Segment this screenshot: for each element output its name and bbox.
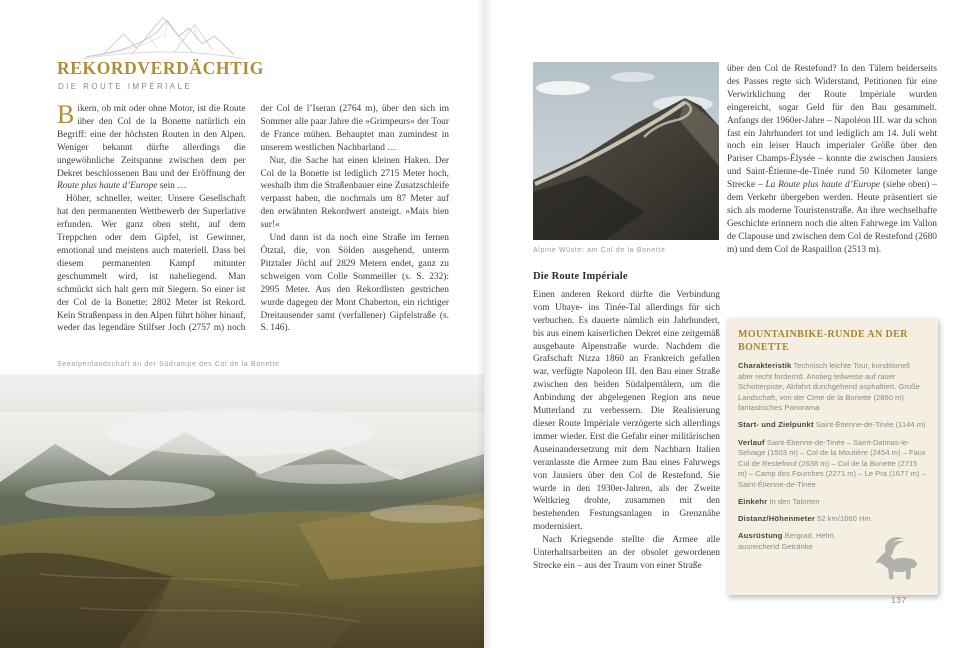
ibex-icon [868, 535, 922, 583]
valley-landscape-photo [0, 374, 484, 648]
photo-caption-left: Seealpenlandschaft an der Südrampe des Col de la Bonette [57, 361, 280, 368]
paragraph: Und dann ist da noch eine Straße im fernen Ötztal, die, von Sölden ausgehend, unterm Pitztaler Jöchl auf 2829 Metern endet, ganz zu schweigen vom Colle Sommeiller (s. S. 232): 2995 Meter. Aus den Rekordlisten gestrichen wurde dagegen der Mont Chaberton, ein richtiger Dreitausender samt (verfallener) Gipfelstraße (s. S. 146). [260, 233, 449, 334]
right-page-middle-column [533, 271, 720, 573]
drop-cap: B [57, 100, 75, 129]
page-number: 137 [891, 595, 907, 605]
infobox-entry: Verlauf Saint-Étienne-de-Tinée – Saint-Dalmas-le-Selvage (1503 m) – Col de la Moutière (2454 m) – Faux Col de Restefond (2638 m) – Col de la Bonette (2715 m) – Camp des Fourches (2271 m) – Le Pra (1677 m) – Saint-Étienne-de-Tinée [738, 437, 926, 489]
infobox-entry: Charakteristik Technisch leichte Tour, konditionell aber recht fordernd. Anstieg teilweise auf rauer Schotterpiste, Abfahrt durchgehend asphaltiert. Große Landschaft, von der Cime de la Bonette (2860 m) fantastisches Panorama [738, 361, 920, 413]
right-page-right-column [727, 63, 937, 257]
left-page-body-text [57, 100, 449, 363]
infobox-entry: Ausrüstung Bergrad, Helm, ausreichend Getränke [738, 531, 836, 551]
paragraph: Nach Kriegsende stellte die Armee alle Unterhaltsarbeiten an der obsolet gewordenen Strecke ein – aus der Traum von einer Straße [533, 535, 720, 571]
bonette-ridge-photo [533, 62, 719, 240]
mountainbike-tour-infobox [727, 318, 938, 595]
mountain-sketch-logo [80, 8, 248, 62]
section-heading: Die Route Impériale [533, 271, 628, 282]
infobox-title: MOUNTAINBIKE-RUNDE AN DER BONETTE [738, 329, 908, 353]
paragraph: über den Col de Restefond? In den Tälern beiderseits des Passes regte sich Widerstand, Petitionen für eine Verwirklichung der Route Impériale wurden eingereicht, sogar Geld für den Bau gesammelt. Anfangs der 1960er-Jahre – Napoléon III. war da schon fast ein Jahrhundert tot und lediglich am 14. Juli weht noch ein leiser Hauch imperialer Größe über den Pariser Champs-Élysée – konnte die zwischen Jausiers und Saint-Étienne-de-Tinée rund 50 Kilometer lange Strecke – La Route plus haute d’Europe (siehe oben) – dem Verkehr übergeben werden. Heute präsentiert sie sich als moderne Touristenstraße. An ihre wechselhafte Geschichte erinnern noch die alten Fahrwege im Vallon de Clapouse und zwischen dem Col de Restefond (2680 m) und dem Col de Raspaillon (2513 m). [727, 64, 937, 255]
infobox-entry: Distanz/Höhenmeter 52 km/1660 Hm [738, 514, 871, 524]
photo-caption-right: Alpine Wüste: am Col de la Bonette [533, 247, 666, 254]
paragraph: Bikern, ob mit oder ohne Motor, ist die Route über den Col de la Bonette natürlich ein Begriff: eine der höchsten Routen in den Alpen. Weniger bekannt dürfte allerdings die ungewöhnliche Zeitspanne zwischen dem per Dekret beschlossenen Bau und der Eröffnung der Route plus haute d’Europe sein … [57, 100, 246, 192]
paragraph: Einen anderen Rekord dürfte die Verbindung vom Ubaye- ins Tinée-Tal allerdings für sich verbuchen. Es dauerte nämlich ein Jahrhundert, bis aus einem kaiserlichen Dekret eine zeitgemäß ausgebaute Alpenstraße wurde. Nachdem die Grafschaft Nizza 1860 an Frankreich gefallen war, verfügte Napoleon III. den Bau einer Straße zwischen den beiden Südalpentälern, um die Anbindung der abgelegenen Region ans neue Mutterland zu verbessern. Die Realisierung dieser Route Impériale verzögerte sich allerdings immer wieder. Erst die Gefahr einer militärischen Auseinandersetzung mit dem Nachbarn Italien veranlasste die Armee zum Bau eines Fahrwegs von Jausiers über den Col de Restefond. Sie wurde in den 1930er-Jahren, als der Zweite Weltkrieg drohte, zusammen mit den bestehenden Festungsanlagen in Grenznähe modernisiert. [533, 289, 720, 533]
page-subtitle: DIE ROUTE IMPÉRIALE [58, 82, 193, 91]
page-title: REKORDVERDÄCHTIG [57, 58, 264, 78]
infobox-entry: Einkehr In den Talorten [738, 497, 820, 507]
paragraph: Höher, schneller, weiter. Unsere Gesellschaft hat den permanenten Wettbewerb der Superlative erfunden. Wer ganz oben steht, auf dem Treppchen oder dem Gipfel, ist Gewinner, emotional und meistens auch materiell. Dass bei diesem permanenten Kampf mitunter geschummelt wird, ist naheliegend. Man schmückt sich halt gern mit Siegern. So einer ist der Col de la Bonette: 2802 Meter ist Rekord. Kein Straßenpass in den Alpen führt höher hinauf, weder das legendäre Stilfser Joch (2757 m) noch der Col de l’Iseran (2764 m), über den sich im Sommer alle paar Jahre die »Grimpeurs« der Tour de France mühen. Behauptet man zumindest in unserem westlichen Nachbarland … [57, 104, 449, 334]
infobox-entry: Start- und Zielpunkt Saint-Étienne-de-Tinée (1144 m) [738, 420, 926, 430]
paragraph: Nur, die Sache hat einen kleinen Haken. Der Col de la Bonette ist lediglich 2715 Meter hoch, weshalb ihm die Straßenbauer eine Zusatzschleife verpasst haben, die nochmals um 87 Meter auf den erwähnten Rekordwert ansteigt. »Mais bien sur!« [260, 155, 449, 231]
